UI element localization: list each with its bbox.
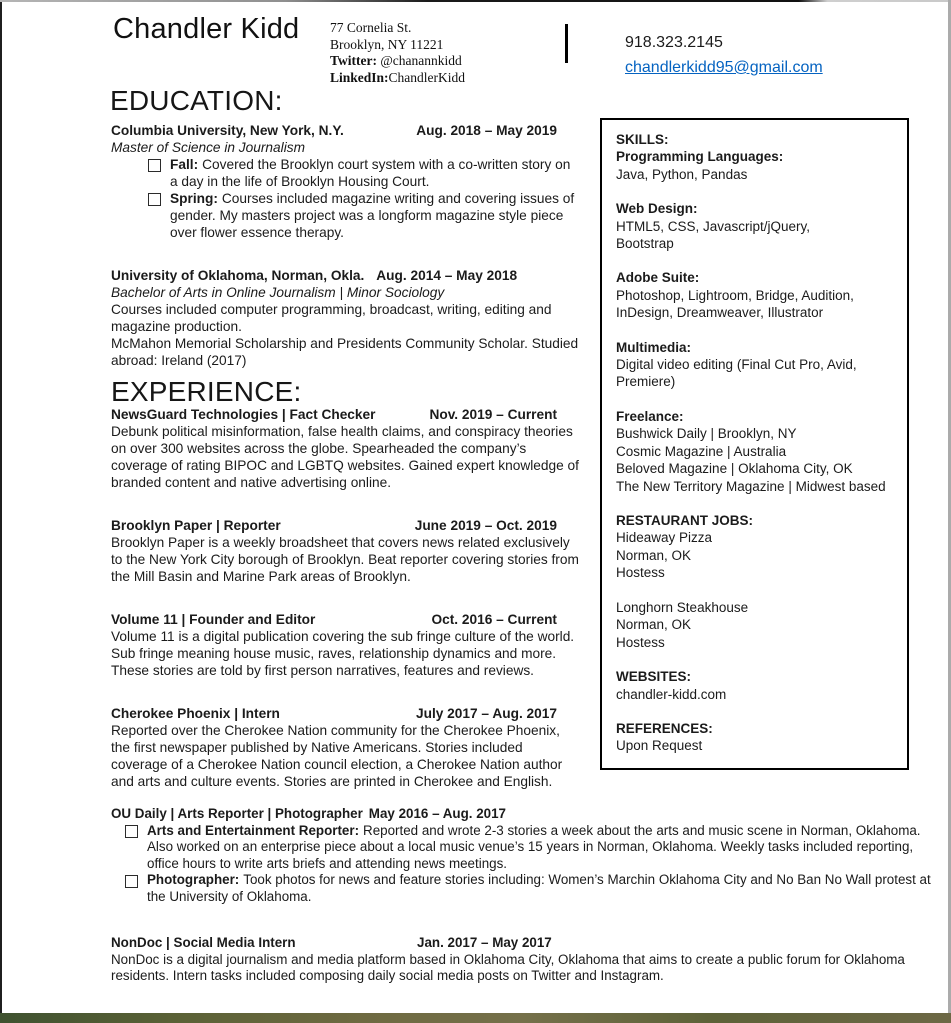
entry-body: Reported over the Cherokee Nation community for the Cherokee Phoenix, the first newspaper published by Native Americans. Stories included coverage of a Cherokee Nation council election, a Cherokee Nation author and arts and culture events. Stories are printed in Cherokee and English. xyxy=(111,723,563,789)
list-item: Fall: Covered the Brooklyn court system with a co-written story on a day in the life of Brooklyn Housing Court. xyxy=(148,156,579,190)
education-heading: EDUCATION: xyxy=(110,85,283,116)
main-column xyxy=(111,122,579,790)
list-item: Spring: Courses included magazine writing and covering issues of gender. My masters project was a longform magazine style piece over flower essence therapy. xyxy=(148,190,579,241)
entry-body: Debunk political misinformation, false health claims, and conspiracy theories on over 300 websites across the globe. Spearheaded the company’s coverage of rating BIPOC and LGBTQ websites. Gained expert knowledge of branded content and native advertising online. xyxy=(111,424,579,490)
entry-date: Jan. 2017 – May 2017 xyxy=(417,935,552,950)
entry-title: Brooklyn Paper | Reporter xyxy=(111,518,281,533)
contact-block xyxy=(625,30,823,80)
entry-title: OU Daily | Arts Reporter | Photographer xyxy=(111,806,363,821)
experience-entry xyxy=(111,406,579,491)
linkedin-line: LinkedIn:ChandlerKidd xyxy=(330,69,466,85)
entry-title: Columbia University, New York, N.Y. xyxy=(111,123,344,138)
entry-title: Cherokee Phoenix | Intern xyxy=(111,706,280,721)
sidebar-group: Adobe Suite: Photoshop, Lightroom, Bridge, Audition, InDesign, Dreamweaver, Illustrator xyxy=(616,270,854,321)
twitter-line: Twitter: @chanannkidd xyxy=(330,53,462,68)
entry-body: Brooklyn Paper is a weekly broadsheet that covers news related exclusively to the New York City borough of Brooklyn. Beat reporter covering stories from the Mill Basin and Marine Park areas of Brooklyn. xyxy=(111,535,579,584)
entry-title: NewsGuard Technologies | Fact Checker xyxy=(111,407,376,422)
entry-title: Volume 11 | Founder and Editor xyxy=(111,612,316,627)
sidebar-group: Web Design: HTML5, CSS, Javascript/jQuery, Bootstrap xyxy=(616,201,811,252)
full-width-section xyxy=(111,806,931,985)
entry-body: NonDoc is a digital journalism and media platform based in Oklahoma City, Oklahoma that aims to create a public forum for Oklahoma residents. Intern tasks included composing daily social media posts on Twitter and Instagram. xyxy=(111,951,905,983)
sidebar-group: Multimedia: Digital video editing (Final Cut Pro, Avid, Premiere) xyxy=(616,339,857,390)
checkbox-icon xyxy=(148,193,161,206)
sidebar-group: WEBSITES: chandler-kidd.com xyxy=(616,669,727,702)
education-entry-columbia xyxy=(111,122,579,241)
experience-entry xyxy=(111,611,579,679)
entry-date: July 2017 – Aug. 2017 xyxy=(415,706,557,721)
entry-date: Aug. 2014 – May 2018 xyxy=(376,268,518,283)
entry-date: Nov. 2019 – Current xyxy=(429,407,557,422)
sidebar-group: RESTAURANT JOBS: Hideaway Pizza Norman, OK Hostess Longhorn Steakhouse Norman, OK Hostess xyxy=(616,512,754,650)
entry-title: NonDoc | Social Media Intern xyxy=(111,935,296,950)
experience-entry-ou-daily xyxy=(111,806,931,905)
desktop-background-strip xyxy=(0,1013,951,1023)
window-top-edge xyxy=(0,0,951,2)
sidebar-group: REFERENCES: Upon Request xyxy=(616,720,713,754)
address-line: 77 Cornelia St. xyxy=(330,20,412,35)
entry-date: Oct. 2016 – Current xyxy=(431,612,557,627)
entry-body: Courses included computer programming, broadcast, writing, editing and magazine production. xyxy=(111,302,552,334)
list-item: Photographer: Took photos for news and feature stories including: Women’s Marchin Oklahoma City and No Ban No Wall protest at the University of Oklahoma. xyxy=(125,872,931,905)
page-left-border xyxy=(0,2,2,1014)
entry-title: University of Oklahoma, Norman, Okla. xyxy=(111,268,365,283)
sidebar-group: Programming Languages: Java, Python, Pandas xyxy=(616,149,784,182)
person-name: Chandler Kidd xyxy=(113,13,300,45)
degree-subtitle: Bachelor of Arts in Online Journalism | Minor Sociology xyxy=(111,285,445,300)
checkbox-icon xyxy=(148,159,161,172)
sidebar-group: SKILLS: xyxy=(616,132,669,147)
experience-entry xyxy=(111,705,579,790)
education-entry-oklahoma xyxy=(111,267,579,369)
checkbox-icon xyxy=(125,825,138,838)
degree-subtitle: Master of Science in Journalism xyxy=(111,140,305,155)
entry-date: May 2016 – Aug. 2017 xyxy=(368,806,507,821)
address-block xyxy=(330,20,465,86)
entry-date: Aug. 2018 – May 2019 xyxy=(416,123,557,138)
sidebar-group: Freelance: Bushwick Daily | Brooklyn, NY Cosmic Magazine | Australia Beloved Magazine | Oklahoma City, OK The New Territory Magazine | Midwest based xyxy=(616,408,886,494)
checkbox-icon xyxy=(125,875,138,888)
skills-sidebar-box xyxy=(600,118,909,770)
experience-heading: EXPERIENCE: xyxy=(111,376,302,407)
entry-date: June 2019 – Oct. 2019 xyxy=(414,518,557,533)
list-item: Arts and Entertainment Reporter: Reported and wrote 2-3 stories a week about the arts and music scene in Norman, Oklahoma. Also worked on an enterprise piece about a local music venue’s 15 years in Norman, Oklahoma. Weekly tasks included reporting, office hours to write arts briefs and attending news meetings. xyxy=(125,823,931,873)
entry-body: McMahon Memorial Scholarship and Presidents Community Scholar. Studied abroad: Ireland (2017) xyxy=(111,336,579,368)
address-line: Brooklyn, NY 11221 xyxy=(330,36,444,52)
entry-body: Volume 11 is a digital publication covering the sub fringe culture of the world. Sub fringe meaning house music, raves, relationship dynamics and more. These stories are told by first person narratives, features and reviews. xyxy=(111,629,575,678)
experience-entry xyxy=(111,517,579,585)
phone-number: 918.323.2145 xyxy=(625,34,723,51)
experience-entry-nondoc xyxy=(111,935,931,985)
email-link[interactable]: chandlerkidd95@gmail.com xyxy=(625,59,823,76)
header-divider xyxy=(565,24,568,63)
